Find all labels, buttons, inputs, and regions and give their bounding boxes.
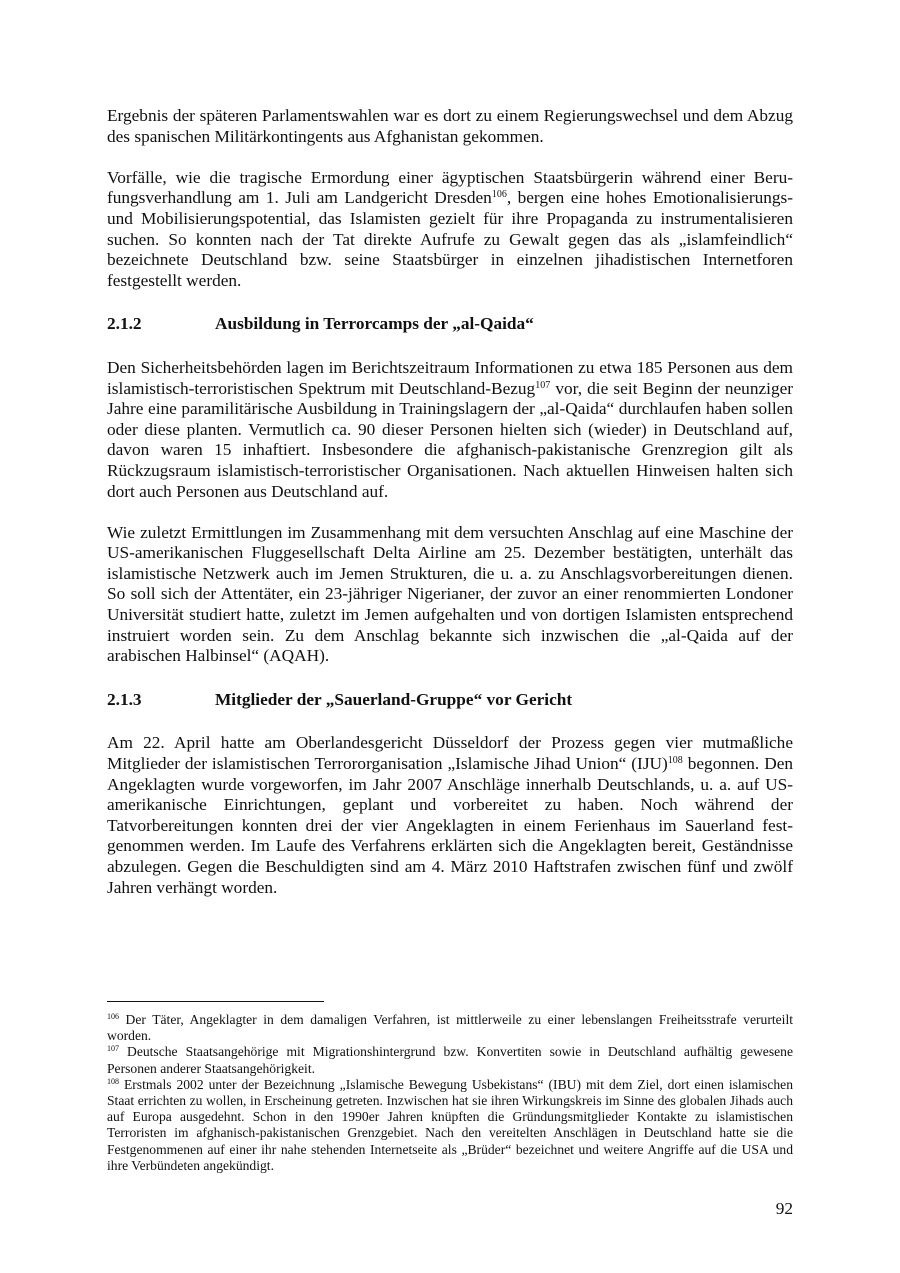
section-title: Mitglieder der „Sauerland-Gruppe“ vor Gericht	[215, 689, 573, 709]
paragraph-text: Am 22. April hatte am Oberlandesgericht Düsseldorf der Prozess gegen vier mutmaßliche Mitglieder der islamistischen Terrororganisation „Islamische Jihad Union“ (IJU)	[107, 733, 793, 774]
section-title: Ausbildung in Terrorcamps der „al-Qaida“	[215, 314, 534, 334]
paragraph-jemen: Wie zuletzt Ermittlungen im Zusammenhang mit dem versuchten Anschlag auf eine Maschine der US-amerikanischen Fluggesellschaft Delta Airline am 25. Dezember bestätigten, unterhält das islamistische Netzwerk auch im Jemen Strukturen, die u. a. zu Anschlagsvorbereitungen dienen. So soll sich der Attentäter, ein 23-jähriger Nigerianer, der zuvor an einer renommierten Londoner Universität studiert hatte, zuletzt im Jemen aufgehalten und von dortigen Islamisten entsprechend instruiert worden sein. Zu dem Anschlag bekannte sich inzwischen die „al-Qaida auf der arabischen Halbinsel“ (AQAH).	[107, 522, 793, 666]
paragraph-text: Den Sicherheitsbehörden lagen im Berichtszeitraum Informationen zu etwa 185 Personen aus dem islamistisch-terroristischen Spektrum mit Deutschland-Bezug	[107, 357, 793, 398]
footnote-108	[107, 1077, 793, 1174]
footnote-text: Deutsche Staatsangehörige mit Migrationshintergrund bzw. Konvertiten sowie in Deutschland aufhältig gewesene Personen anderer Staatsangehörigkeit.	[107, 1044, 793, 1076]
paragraph-dresden	[107, 168, 793, 292]
paragraph-text: , bergen eine hohes Emotionalisierungs- und Mobilisierungspotential, das Islamisten gezielt für ihre Propaganda zu instrumentalisieren suchen. So konnten nach der Tat direkte Aufrufe zu Gewalt gegen das als „islamfeindlich“ bezeichnete Deutschland bzw. seine Staatsbürger in einzelnen jihadistischen Internetforen festgestellt werden.	[107, 188, 793, 290]
footnote-ref-108[interactable]: 108	[667, 755, 683, 767]
paragraph-sauerland	[107, 733, 793, 898]
footnote-marker: 108	[107, 1076, 119, 1086]
footnote-text: Erstmals 2002 unter der Bezeichnung „Islamische Bewegung Usbekistans“ (IBU) mit dem Ziel, dort einen islamischen Staat errichten zu wollen, in Erscheinung getreten. Inzwischen hat sie ihren Wirkungskreis im Sinne des globalen Jihads auch auf Europa ausgedehnt. Schon in den 1990er Jahren knüpften die Gründungsmitglieder Kontakte zu islamistischen Terroristen im afghanisch-pakistanischen Grenzgebiet. Nach den vereitelten Anschlägen in Deutschland hatte sie die Festgenommenen auf einer ihr nahe stehenden Internetseite als „Brüder“ bezeichnet und weitere Angriffe auf die USA und ihre Verbündeten angekündigt.	[107, 1076, 793, 1173]
section-number: 2.1.3	[107, 689, 142, 709]
section-heading-2-1-2	[107, 314, 793, 335]
footnote-ref-107[interactable]: 107	[535, 379, 551, 391]
paragraph-terrorcamps	[107, 358, 793, 502]
paragraph-text: vor, die seit Beginn der neunziger Jahre eine paramilitärische Ausbildung in Trainingslagern der „al-Qaida“ durchlaufen haben sollen oder diese planten. Vermutlich ca. 90 dieser Personen hielten sich (wieder) in Deutschland auf, davon waren 15 inhaftiert. Insbesondere die afghanisch-pakistanische Grenzregion gilt als Rückzugsraum islamistisch-terroristischer Organisationen. Nach aktuellen Hinweisen halten sich dort auch Personen aus Deutschland auf.	[107, 378, 794, 501]
page-number: 92	[775, 1199, 793, 1218]
footnote-106	[107, 1012, 793, 1044]
footnote-marker: 106	[107, 1012, 119, 1021]
footnote-107	[107, 1044, 793, 1076]
footnote-text: Der Täter, Angeklagter in dem damaligen Verfahren, ist mittlerweile zu einer lebenslangen Freiheitsstrafe verurteilt worden.	[107, 1012, 793, 1044]
paragraph-text: begonnen. Den Angeklagten wurde vorgeworfen, im Jahr 2007 Anschläge innerhalb Deutschlands, u. a. auf US-amerikanische Einrichtungen, geplant und vorbereitet zu haben. Noch während der Tatvorbereitungen konnten drei der vier Angeklagten in einem Ferienhaus im Sauerland festgenommen werden. Im Laufe des Verfahrens erklärten sich die Angeklagten bereit, Geständnisse abzulegen. Gegen die Beschuldigten sind am 4. März 2010 Haftstrafen zwischen fünf und zwölf Jahren verhängt worden.	[107, 754, 793, 897]
footnote-ref-106[interactable]: 106	[491, 189, 507, 201]
section-heading-2-1-3	[107, 690, 793, 711]
paragraph-intro: Ergebnis der späteren Parlamentswahlen war es dort zu einem Regierungswechsel und dem Abzug des spanischen Militärkontingents aus Afghanistan gekommen.	[107, 106, 793, 146]
footnote-marker: 107	[107, 1044, 119, 1054]
footnotes	[107, 1012, 793, 1174]
page-body	[107, 106, 793, 898]
paragraph-text: Vorfälle, wie die tragische Ermordung einer ägyptischen Staatsbürgerin während einer Berufungsverhandlung am 1. Juli am Landgericht Dresden	[107, 167, 793, 208]
footnote-divider	[107, 1001, 324, 1002]
section-number: 2.1.2	[107, 314, 142, 334]
